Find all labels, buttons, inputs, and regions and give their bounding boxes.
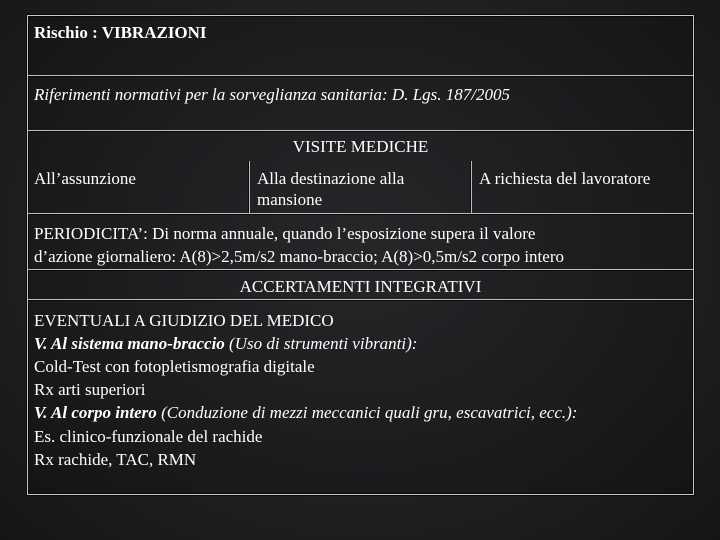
mano-braccio-desc: (Uso di strumenti vibranti):	[224, 334, 418, 353]
visite-col-destinazione-1: Alla destinazione alla	[257, 169, 405, 188]
accertamenti-line-1: EVENTUALI A GIUDIZIO DEL MEDICO	[34, 311, 334, 330]
accertamenti-line-7: Rx rachide, TAC, RMN	[34, 450, 197, 469]
accertamenti-line-6: Es. clinico-funzionale del rachide	[34, 427, 263, 446]
visite-row	[28, 131, 693, 214]
riferimenti-row	[28, 76, 693, 131]
accertamenti-heading: ACCERTAMENTI INTEGRATIVI	[239, 277, 482, 296]
risk-table	[27, 15, 694, 495]
periodicita-line-2: d’azione giornaliero: A(8)>2,5m/s2 mano-braccio; A(8)>0,5m/s2 corpo intero	[34, 247, 564, 266]
visite-col-assunzione: All’assunzione	[34, 169, 136, 188]
visite-divider-1	[249, 161, 250, 213]
riferimenti-text: Riferimenti normativi per la sorveglianza sanitaria: D. Lgs. 187/2005	[34, 85, 510, 104]
corpo-intero-label: V. Al corpo intero	[34, 403, 157, 422]
accertamenti-line-4: Rx arti superiori	[34, 380, 146, 399]
periodicita-row	[28, 214, 693, 270]
visite-col-richiesta: A richiesta del lavoratore	[479, 169, 651, 188]
accertamenti-line-3: Cold-Test con fotopletismografia digitale	[34, 357, 315, 376]
risk-title: Rischio : VIBRAZIONI	[34, 23, 207, 42]
corpo-intero-desc: (Conduzione di mezzi meccanici quali gru, escavatrici, ecc.):	[156, 403, 578, 422]
accertamenti-body-row	[28, 300, 693, 496]
visite-heading: VISITE MEDICHE	[292, 137, 429, 156]
accertamenti-line-2	[34, 333, 417, 355]
accertamenti-line-5	[34, 402, 577, 424]
periodicita-line-1: PERIODICITA’: Di norma annuale, quando l’esposizione supera il valore	[34, 224, 536, 243]
visite-divider-2	[471, 161, 472, 213]
mano-braccio-label: V. Al sistema mano-braccio	[34, 334, 225, 353]
accertamenti-heading-row	[28, 270, 693, 300]
title-row	[28, 16, 693, 76]
visite-col-destinazione-2: mansione	[257, 190, 323, 209]
